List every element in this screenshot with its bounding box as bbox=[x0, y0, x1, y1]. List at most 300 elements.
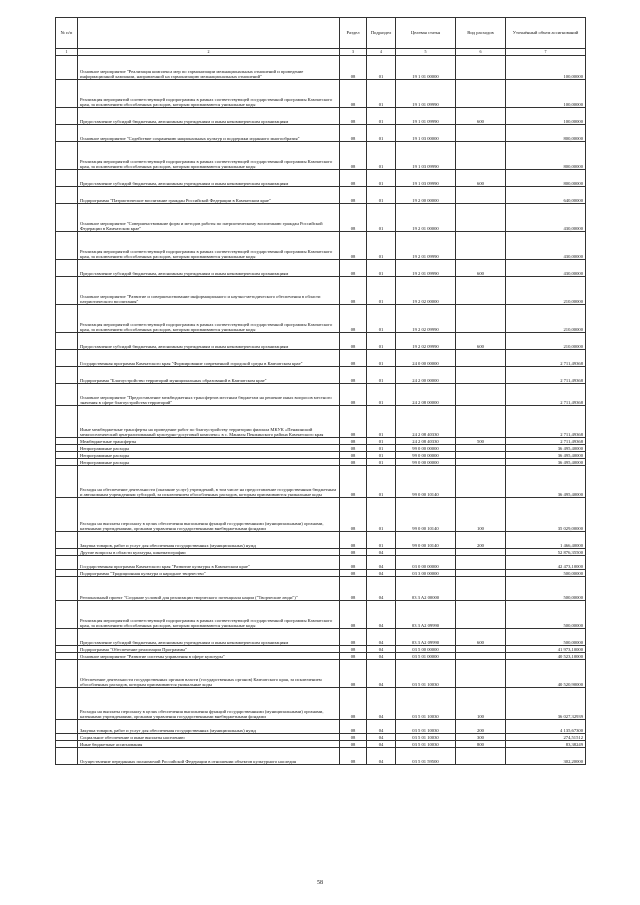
row-podrazdel-cell: 04 bbox=[367, 549, 396, 556]
row-name-cell: Предоставление субсидий бюджетным, автономным учреждениям и иным некоммерческим организациям bbox=[78, 333, 340, 350]
row-amount-cell: 500,00000 bbox=[506, 577, 586, 601]
row-number-cell bbox=[56, 142, 78, 170]
row-amount-cell: 800,00000 bbox=[506, 125, 586, 142]
row-number-cell bbox=[56, 56, 78, 80]
row-razdel-cell: 08 bbox=[340, 367, 367, 384]
column-number: 2 bbox=[78, 49, 340, 56]
row-amount-cell: 430,00000 bbox=[506, 204, 586, 232]
row-statya-cell: 03 3 A2 09990 bbox=[396, 601, 456, 629]
row-amount-cell: 210,00000 bbox=[506, 305, 586, 333]
row-vid-cell: 600 bbox=[456, 260, 506, 277]
row-statya-cell: 19 1 03 09990 bbox=[396, 170, 456, 187]
table-row bbox=[56, 142, 586, 170]
row-amount-cell: 430,00000 bbox=[506, 232, 586, 260]
table-row bbox=[56, 577, 586, 601]
column-number: 4 bbox=[367, 49, 396, 56]
table-row bbox=[56, 653, 586, 660]
row-amount-cell: 41 973,10000 bbox=[506, 646, 586, 653]
row-razdel-cell: 08 bbox=[340, 629, 367, 646]
row-podrazdel-cell: 01 bbox=[367, 384, 396, 406]
row-number-cell bbox=[56, 629, 78, 646]
row-name-cell: Государственная программа Камчатского края "Развитие культуры в Камчатском крае" bbox=[78, 556, 340, 570]
budget-table-sheet bbox=[55, 17, 585, 765]
row-razdel-cell: 08 bbox=[340, 741, 367, 748]
row-vid-cell bbox=[456, 142, 506, 170]
row-amount-cell: 210,00000 bbox=[506, 277, 586, 305]
row-statya-cell: 19 2 02 00000 bbox=[396, 277, 456, 305]
row-statya-cell: 03 3 A2 00000 bbox=[396, 577, 456, 601]
table-row bbox=[56, 720, 586, 734]
row-vid-cell: 100 bbox=[456, 498, 506, 532]
row-number-cell bbox=[56, 384, 78, 406]
row-number-cell bbox=[56, 277, 78, 305]
row-vid-cell: 200 bbox=[456, 532, 506, 549]
row-statya-cell: 03 5 01 10030 bbox=[396, 720, 456, 734]
row-razdel-cell: 08 bbox=[340, 556, 367, 570]
table-row bbox=[56, 688, 586, 720]
column-number: 5 bbox=[396, 49, 456, 56]
row-name-cell: Иные бюджетные ассигнования bbox=[78, 741, 340, 748]
row-vid-cell bbox=[456, 466, 506, 498]
row-vid-cell bbox=[456, 646, 506, 653]
header-podrazdel: Подраздел bbox=[367, 18, 396, 49]
row-name-cell: Подпрограмма "Традиционная культура и народное творчество" bbox=[78, 570, 340, 577]
row-statya-cell: 99 0 00 10140 bbox=[396, 532, 456, 549]
row-amount-cell: 1 466,40000 bbox=[506, 532, 586, 549]
row-number-cell bbox=[56, 187, 78, 204]
row-name-cell: Предоставление субсидий бюджетным, автономным учреждениям и иным некоммерческим организациям bbox=[78, 108, 340, 125]
row-number-cell bbox=[56, 570, 78, 577]
row-vid-cell bbox=[456, 577, 506, 601]
row-name-cell: Реализация мероприятий соответствующей подпрограммы в рамках соответствующей государственной программы Камчатского края, за исключением обособленных расходов, которым присваиваются уникальные коды bbox=[78, 232, 340, 260]
row-name-cell: Социальное обеспечение и иные выплаты населению bbox=[78, 734, 340, 741]
row-name-cell: Расходы на выплаты персоналу в целях обеспечения выполнения функций государственными (муниципальными) органами, казенными учреждениями, органами управления государственными внебюджетными фондами bbox=[78, 498, 340, 532]
row-number-cell bbox=[56, 305, 78, 333]
table-row bbox=[56, 187, 586, 204]
row-podrazdel-cell: 04 bbox=[367, 748, 396, 765]
row-amount-cell: 500,00000 bbox=[506, 629, 586, 646]
row-name-cell: Предоставление субсидий бюджетным, автономным учреждениям и иным некоммерческим организациям bbox=[78, 260, 340, 277]
row-vid-cell: 600 bbox=[456, 629, 506, 646]
row-number-cell bbox=[56, 549, 78, 556]
column-number-row bbox=[56, 49, 586, 56]
table-row bbox=[56, 333, 586, 350]
row-vid-cell bbox=[456, 204, 506, 232]
row-statya-cell: 24 0 00 00000 bbox=[396, 350, 456, 367]
row-vid-cell bbox=[456, 445, 506, 452]
row-podrazdel-cell: 01 bbox=[367, 56, 396, 80]
row-number-cell bbox=[56, 688, 78, 720]
row-vid-cell bbox=[456, 459, 506, 466]
row-number-cell bbox=[56, 367, 78, 384]
row-vid-cell: 200 bbox=[456, 720, 506, 734]
row-statya-cell: 99 0 00 00000 bbox=[396, 445, 456, 452]
row-name-cell: Основное мероприятие "Предоставление межбюджетных трансфертов местным бюджетам на решение иных вопросов местного значения в сфере благоустройства территорий" bbox=[78, 384, 340, 406]
table-row bbox=[56, 459, 586, 466]
row-vid-cell bbox=[456, 660, 506, 688]
row-vid-cell bbox=[456, 653, 506, 660]
row-amount-cell: 36 495,40000 bbox=[506, 466, 586, 498]
table-row bbox=[56, 277, 586, 305]
row-name-cell: Основное мероприятие "Содействие сохранению национальных культур и поддержки изданного многообразия" bbox=[78, 125, 340, 142]
row-statya-cell: 19 2 01 09990 bbox=[396, 260, 456, 277]
row-podrazdel-cell: 01 bbox=[367, 142, 396, 170]
table-body bbox=[56, 56, 586, 765]
row-vid-cell bbox=[456, 601, 506, 629]
row-vid-cell: 800 bbox=[456, 741, 506, 748]
row-name-cell: Предоставление субсидий бюджетным, автономным учреждениям и иным некоммерческим организациям bbox=[78, 170, 340, 187]
row-razdel-cell: 08 bbox=[340, 260, 367, 277]
budget-table bbox=[55, 17, 586, 765]
row-statya-cell: 03 5 01 10030 bbox=[396, 688, 456, 720]
column-number: 1 bbox=[56, 49, 78, 56]
row-name-cell: Реализация мероприятий соответствующей подпрограммы в рамках соответствующей государственной программы Камчатского края, за исключением обособленных расходов, которым присваиваются уникальные коды bbox=[78, 80, 340, 108]
row-podrazdel-cell: 01 bbox=[367, 532, 396, 549]
row-statya-cell: 99 0 00 10140 bbox=[396, 498, 456, 532]
row-razdel-cell: 08 bbox=[340, 466, 367, 498]
row-razdel-cell: 08 bbox=[340, 459, 367, 466]
row-podrazdel-cell: 04 bbox=[367, 570, 396, 577]
row-name-cell: Основное мероприятие "Развитие системы управления в сфере культуры" bbox=[78, 653, 340, 660]
row-amount-cell: 500,00000 bbox=[506, 570, 586, 577]
row-razdel-cell: 08 bbox=[340, 204, 367, 232]
row-number-cell bbox=[56, 350, 78, 367]
row-podrazdel-cell: 01 bbox=[367, 452, 396, 459]
row-number-cell bbox=[56, 498, 78, 532]
table-row bbox=[56, 260, 586, 277]
row-statya-cell: 99 0 00 00000 bbox=[396, 459, 456, 466]
row-statya-cell: 03 5 01 10030 bbox=[396, 734, 456, 741]
row-number-cell bbox=[56, 660, 78, 688]
row-podrazdel-cell: 01 bbox=[367, 305, 396, 333]
row-vid-cell: 600 bbox=[456, 108, 506, 125]
row-podrazdel-cell: 04 bbox=[367, 646, 396, 653]
row-razdel-cell: 08 bbox=[340, 125, 367, 142]
row-statya-cell: 24 2 08 40330 bbox=[396, 438, 456, 445]
row-amount-cell: 35 029,00000 bbox=[506, 498, 586, 532]
row-razdel-cell: 08 bbox=[340, 532, 367, 549]
row-statya-cell: 19 1 01 09990 bbox=[396, 108, 456, 125]
row-name-cell: Подпрограмма "Обеспечение реализации Программы" bbox=[78, 646, 340, 653]
row-statya-cell: 19 2 01 09990 bbox=[396, 232, 456, 260]
row-razdel-cell: 08 bbox=[340, 406, 367, 438]
row-number-cell bbox=[56, 232, 78, 260]
row-razdel-cell: 08 bbox=[340, 232, 367, 260]
row-podrazdel-cell: 01 bbox=[367, 277, 396, 305]
row-statya-cell: 19 1 01 00000 bbox=[396, 56, 456, 80]
row-amount-cell: 40 523,10000 bbox=[506, 653, 586, 660]
row-name-cell: Закупка товаров, работ и услуг для обеспечения государственных (муниципальных) нужд bbox=[78, 720, 340, 734]
row-vid-cell bbox=[456, 305, 506, 333]
row-podrazdel-cell: 04 bbox=[367, 720, 396, 734]
header-vid: Вид расходов bbox=[456, 18, 506, 49]
row-vid-cell bbox=[456, 384, 506, 406]
row-statya-cell: 19 2 00 00000 bbox=[396, 187, 456, 204]
row-number-cell bbox=[56, 601, 78, 629]
row-number-cell bbox=[56, 459, 78, 466]
table-header-row bbox=[56, 18, 586, 49]
row-podrazdel-cell: 01 bbox=[367, 466, 396, 498]
table-row bbox=[56, 445, 586, 452]
row-amount-cell: 4 135,67300 bbox=[506, 720, 586, 734]
row-razdel-cell: 08 bbox=[340, 170, 367, 187]
row-statya-cell: 19 2 01 00000 bbox=[396, 204, 456, 232]
row-name-cell: Непрограммные расходы bbox=[78, 445, 340, 452]
row-vid-cell: 100 bbox=[456, 688, 506, 720]
row-vid-cell bbox=[456, 549, 506, 556]
row-vid-cell: 600 bbox=[456, 170, 506, 187]
row-name-cell: Осуществление переданных полномочий Российской Федерации в отношении объектов культурного наследия bbox=[78, 748, 340, 765]
row-amount-cell: 100,00000 bbox=[506, 80, 586, 108]
row-amount-cell: 500,00000 bbox=[506, 601, 586, 629]
table-row bbox=[56, 204, 586, 232]
header-amount: Уточнённый объем ассигнований bbox=[506, 18, 586, 49]
row-number-cell bbox=[56, 125, 78, 142]
row-razdel-cell: 08 bbox=[340, 646, 367, 653]
table-row bbox=[56, 498, 586, 532]
row-podrazdel-cell: 01 bbox=[367, 445, 396, 452]
row-vid-cell bbox=[456, 350, 506, 367]
row-amount-cell: 36 495,40000 bbox=[506, 459, 586, 466]
row-podrazdel-cell: 01 bbox=[367, 406, 396, 438]
row-razdel-cell: 08 bbox=[340, 653, 367, 660]
row-razdel-cell: 08 bbox=[340, 142, 367, 170]
table-row bbox=[56, 367, 586, 384]
row-vid-cell: 600 bbox=[456, 333, 506, 350]
row-name-cell: Расходы на обеспечение деятельности (оказание услуг) учреждений, в том числе на предоставление государственным бюджетным и автономным учреждениям субсидий, за исключением обособленных расходов, которым присваиваются уникальные коды bbox=[78, 466, 340, 498]
row-name-cell: Региональный проект "Создание условий для реализации творческого потенциала нации ("Творческие люди")" bbox=[78, 577, 340, 601]
table-row bbox=[56, 646, 586, 653]
header-statya: Целевая статья bbox=[396, 18, 456, 49]
table-row bbox=[56, 125, 586, 142]
row-statya-cell: 19 1 03 00000 bbox=[396, 125, 456, 142]
row-number-cell bbox=[56, 333, 78, 350]
table-row bbox=[56, 384, 586, 406]
row-amount-cell: 2 711,49368 bbox=[506, 350, 586, 367]
table-row bbox=[56, 452, 586, 459]
row-vid-cell bbox=[456, 556, 506, 570]
row-vid-cell bbox=[456, 452, 506, 459]
row-name-cell: Подпрограмма "Патриотическое воспитание граждан Российской Федерации в Камчатском крае" bbox=[78, 187, 340, 204]
row-razdel-cell: 08 bbox=[340, 80, 367, 108]
row-amount-cell: 36 027,32939 bbox=[506, 688, 586, 720]
row-podrazdel-cell: 01 bbox=[367, 108, 396, 125]
row-number-cell bbox=[56, 466, 78, 498]
row-name-cell: Обеспечение деятельности государственных органов власти (государственных органов) Камчатского края, за исключением обособленных расходов, которым присваиваются уникальные коды bbox=[78, 660, 340, 688]
row-name-cell: Межбюджетные трансферты bbox=[78, 438, 340, 445]
row-amount-cell: 302,20000 bbox=[506, 748, 586, 765]
column-number: 3 bbox=[340, 49, 367, 56]
row-vid-cell: 300 bbox=[456, 734, 506, 741]
row-razdel-cell: 08 bbox=[340, 601, 367, 629]
row-razdel-cell: 08 bbox=[340, 438, 367, 445]
row-number-cell bbox=[56, 556, 78, 570]
row-razdel-cell: 08 bbox=[340, 305, 367, 333]
row-number-cell bbox=[56, 653, 78, 660]
row-vid-cell bbox=[456, 367, 506, 384]
row-razdel-cell: 08 bbox=[340, 108, 367, 125]
table-row bbox=[56, 232, 586, 260]
row-podrazdel-cell: 04 bbox=[367, 688, 396, 720]
row-statya-cell: 03 3 A2 09990 bbox=[396, 629, 456, 646]
row-podrazdel-cell: 01 bbox=[367, 260, 396, 277]
row-vid-cell bbox=[456, 748, 506, 765]
row-name-cell: Реализация мероприятий соответствующей подпрограммы в рамках соответствующей государственной программы Камчатского края, за исключением обособленных расходов, которым присваиваются уникальные коды bbox=[78, 601, 340, 629]
row-number-cell bbox=[56, 532, 78, 549]
row-statya-cell: 03 5 01 59500 bbox=[396, 748, 456, 765]
row-amount-cell: 800,00000 bbox=[506, 142, 586, 170]
row-podrazdel-cell: 01 bbox=[367, 204, 396, 232]
row-podrazdel-cell: 01 bbox=[367, 232, 396, 260]
page-number: 58 bbox=[317, 880, 323, 886]
row-razdel-cell: 08 bbox=[340, 660, 367, 688]
row-amount-cell: 2 711,49368 bbox=[506, 438, 586, 445]
table-row bbox=[56, 741, 586, 748]
table-row bbox=[56, 556, 586, 570]
row-name-cell: Основное мероприятие "Развитие и совершенствование информационного и научно-методического обеспечения в области патриотического воспитания" bbox=[78, 277, 340, 305]
row-razdel-cell: 08 bbox=[340, 350, 367, 367]
row-name-cell: Государственная программа Камчатского края "Формирование современной городской среды в Камчатском крае" bbox=[78, 350, 340, 367]
row-name-cell: Непрограммные расходы bbox=[78, 459, 340, 466]
row-podrazdel-cell: 01 bbox=[367, 80, 396, 108]
table-row bbox=[56, 350, 586, 367]
row-statya-cell: 99 0 00 00000 bbox=[396, 452, 456, 459]
row-number-cell bbox=[56, 204, 78, 232]
row-statya-cell bbox=[396, 549, 456, 556]
row-podrazdel-cell: 01 bbox=[367, 170, 396, 187]
column-number: 7 bbox=[506, 49, 586, 56]
row-razdel-cell: 08 bbox=[340, 549, 367, 556]
row-podrazdel-cell: 04 bbox=[367, 629, 396, 646]
header-name bbox=[78, 18, 340, 49]
row-podrazdel-cell: 01 bbox=[367, 498, 396, 532]
table-row bbox=[56, 629, 586, 646]
row-name-cell: Реализация мероприятий соответствующей подпрограммы в рамках соответствующей государственной программы Камчатского края, за исключением обособленных расходов, которым присваиваются уникальные коды bbox=[78, 305, 340, 333]
row-statya-cell: 99 0 00 10140 bbox=[396, 466, 456, 498]
row-statya-cell: 03 5 01 10030 bbox=[396, 660, 456, 688]
header-razdel: Раздел bbox=[340, 18, 367, 49]
row-amount-cell: 640,00000 bbox=[506, 187, 586, 204]
table-row bbox=[56, 549, 586, 556]
row-name-cell: Реализация мероприятий соответствующей подпрограммы в рамках соответствующей государственной программы Камчатского края, за исключением обособленных расходов, которым присваиваются уникальные коды bbox=[78, 142, 340, 170]
row-podrazdel-cell: 01 bbox=[367, 333, 396, 350]
table-row bbox=[56, 305, 586, 333]
row-statya-cell: 03 5 01 00000 bbox=[396, 653, 456, 660]
row-amount-cell: 800,00000 bbox=[506, 170, 586, 187]
row-number-cell bbox=[56, 438, 78, 445]
row-statya-cell: 24 2 08 40330 bbox=[396, 406, 456, 438]
table-row bbox=[56, 570, 586, 577]
header-number: № п/п bbox=[56, 18, 78, 49]
row-vid-cell bbox=[456, 125, 506, 142]
row-number-cell bbox=[56, 406, 78, 438]
row-statya-cell: 03 3 00 00000 bbox=[396, 570, 456, 577]
row-amount-cell: 40 520,90000 bbox=[506, 660, 586, 688]
row-number-cell bbox=[56, 80, 78, 108]
table-row bbox=[56, 56, 586, 80]
row-amount-cell: 2 711,49368 bbox=[506, 384, 586, 406]
row-podrazdel-cell: 04 bbox=[367, 601, 396, 629]
row-statya-cell: 03 5 00 00000 bbox=[396, 646, 456, 653]
row-name-cell: Подпрограмма "Благоустройство территорий муниципальных образований в Камчатском крае" bbox=[78, 367, 340, 384]
row-podrazdel-cell: 04 bbox=[367, 653, 396, 660]
row-razdel-cell: 08 bbox=[340, 720, 367, 734]
row-name-cell: Иные межбюджетные трансферты на проведение работ по благоустройству территории филиала МКУК «Пенжинский межпоселенческий централизованный культурно-досуговый комплекс» в с. Манилы Пенжинского района Камчатского края bbox=[78, 406, 340, 438]
row-razdel-cell: 08 bbox=[340, 748, 367, 765]
column-number: 6 bbox=[456, 49, 506, 56]
row-amount-cell: 274,51512 bbox=[506, 734, 586, 741]
row-number-cell bbox=[56, 741, 78, 748]
row-amount-cell: 100,00000 bbox=[506, 56, 586, 80]
row-statya-cell: 19 2 02 09990 bbox=[396, 305, 456, 333]
row-razdel-cell: 08 bbox=[340, 333, 367, 350]
table-row bbox=[56, 466, 586, 498]
table-row bbox=[56, 406, 586, 438]
row-vid-cell bbox=[456, 56, 506, 80]
row-name-cell: Непрограммные расходы bbox=[78, 452, 340, 459]
row-name-cell: Предоставление субсидий бюджетным, автономным учреждениям и иным некоммерческим организациям bbox=[78, 629, 340, 646]
row-number-cell bbox=[56, 646, 78, 653]
row-statya-cell: 19 1 03 09990 bbox=[396, 142, 456, 170]
table-row bbox=[56, 532, 586, 549]
row-amount-cell: 42 473,10000 bbox=[506, 556, 586, 570]
row-razdel-cell: 08 bbox=[340, 498, 367, 532]
row-podrazdel-cell: 01 bbox=[367, 350, 396, 367]
row-vid-cell bbox=[456, 232, 506, 260]
row-amount-cell: 430,00000 bbox=[506, 260, 586, 277]
row-podrazdel-cell: 01 bbox=[367, 125, 396, 142]
row-razdel-cell: 08 bbox=[340, 56, 367, 80]
row-number-cell bbox=[56, 445, 78, 452]
row-statya-cell: 19 1 01 09990 bbox=[396, 80, 456, 108]
row-name-cell: Расходы на выплаты персоналу в целях обеспечения выполнения функций государственными (муниципальными) органами, казенными учреждениями, органами управления государственными внебюджетными фондами bbox=[78, 688, 340, 720]
row-podrazdel-cell: 04 bbox=[367, 556, 396, 570]
row-amount-cell: 2 711,49368 bbox=[506, 367, 586, 384]
row-number-cell bbox=[56, 170, 78, 187]
row-name-cell: Закупка товаров, работ и услуг для обеспечения государственных (муниципальных) нужд bbox=[78, 532, 340, 549]
row-razdel-cell: 08 bbox=[340, 452, 367, 459]
row-vid-cell: 500 bbox=[456, 438, 506, 445]
row-razdel-cell: 08 bbox=[340, 384, 367, 406]
table-row bbox=[56, 170, 586, 187]
row-podrazdel-cell: 01 bbox=[367, 438, 396, 445]
row-podrazdel-cell: 04 bbox=[367, 577, 396, 601]
row-amount-cell: 36 495,40000 bbox=[506, 452, 586, 459]
row-vid-cell bbox=[456, 80, 506, 108]
row-number-cell bbox=[56, 748, 78, 765]
row-amount-cell: 52 876,35500 bbox=[506, 549, 586, 556]
table-row bbox=[56, 660, 586, 688]
row-razdel-cell: 08 bbox=[340, 187, 367, 204]
row-statya-cell: 03 0 00 00000 bbox=[396, 556, 456, 570]
row-vid-cell bbox=[456, 406, 506, 438]
row-statya-cell: 19 2 02 09990 bbox=[396, 333, 456, 350]
row-amount-cell: 210,00000 bbox=[506, 333, 586, 350]
row-amount-cell: 36 495,40000 bbox=[506, 445, 586, 452]
row-vid-cell bbox=[456, 570, 506, 577]
row-razdel-cell: 08 bbox=[340, 570, 367, 577]
row-name-cell: Основное мероприятие "Совершенствование форм и методов работы по патриотическому воспитанию граждан Российской Федерации в Камчатском крае" bbox=[78, 204, 340, 232]
row-podrazdel-cell: 01 bbox=[367, 367, 396, 384]
row-vid-cell bbox=[456, 187, 506, 204]
row-razdel-cell: 08 bbox=[340, 445, 367, 452]
table-row bbox=[56, 108, 586, 125]
row-statya-cell: 24 2 00 00000 bbox=[396, 367, 456, 384]
row-number-cell bbox=[56, 108, 78, 125]
row-amount-cell: 2 711,49368 bbox=[506, 406, 586, 438]
row-razdel-cell: 08 bbox=[340, 688, 367, 720]
row-name-cell: Основное мероприятие "Реализация комплекса мер по гармонизации межнациональных отношений и проведение информационной кампании, направленной на гармонизацию межнациональных отношений" bbox=[78, 56, 340, 80]
